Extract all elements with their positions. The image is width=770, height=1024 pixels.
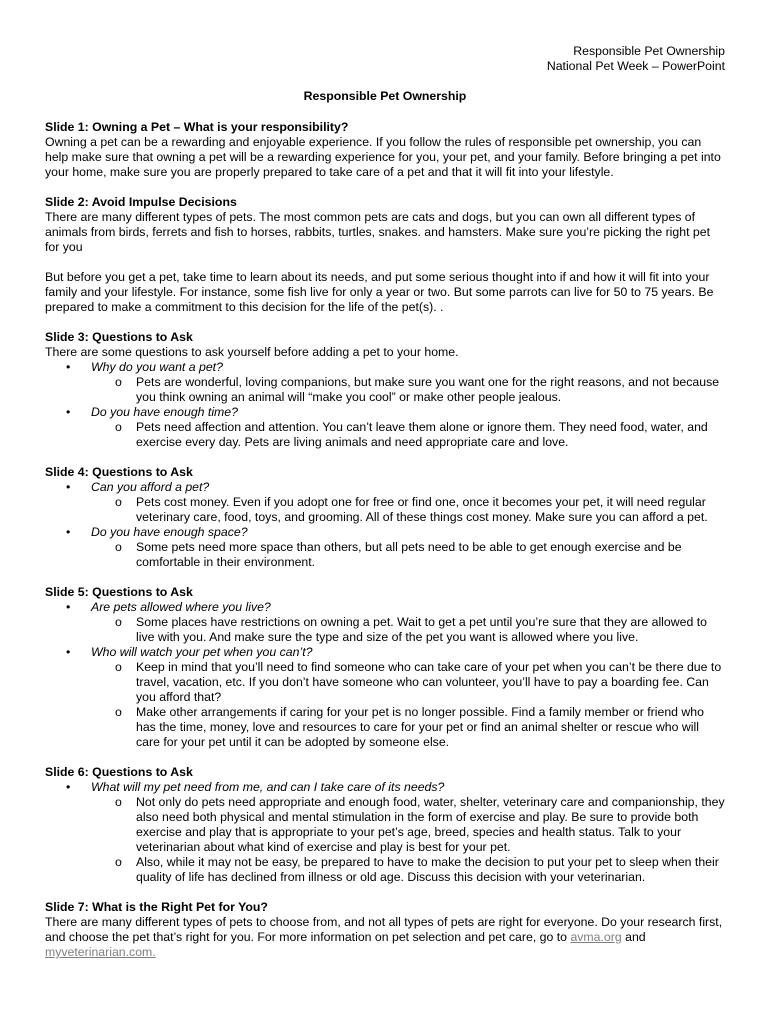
answer-text: Also, while it may not be easy, be prepared to have to make the decision to put your pet to sleep when their quality of life has declined from illness or old age. Discuss this decision with your veterinarian.	[136, 855, 719, 884]
bullet-icon: •	[66, 480, 71, 494]
slide-3-heading: Slide 3: Questions to Ask	[45, 330, 193, 344]
slide-3-section	[45, 330, 725, 450]
question-text: Are pets allowed where you live?	[91, 600, 271, 614]
document-title: Responsible Pet Ownership	[303, 89, 467, 103]
sub-bullet-icon: o	[115, 660, 122, 674]
slide-7-text	[45, 915, 725, 960]
question-item	[45, 360, 725, 375]
sub-bullet-icon: o	[115, 795, 122, 809]
answer-text: Pets are wonderful, loving companions, but make sure you want one for the right reasons, and not because you think owning an animal will “make you cool” or make other people jealous.	[136, 375, 720, 404]
slide-6-section	[45, 765, 725, 885]
slide-4-heading: Slide 4: Questions to Ask	[45, 465, 193, 479]
slide-7-and: and	[621, 930, 646, 944]
sub-bullet-icon: o	[115, 375, 122, 389]
question-text: Who will watch your pet when you can’t?	[91, 645, 313, 659]
bullet-icon: •	[66, 525, 71, 539]
slide-5-heading: Slide 5: Questions to Ask	[45, 585, 193, 599]
slide-3-intro: There are some questions to ask yourself before adding a pet to your home.	[45, 345, 459, 359]
sub-bullet-icon: o	[115, 705, 122, 719]
answer-text: Make other arrangements if caring for your pet is no longer possible. Find a family member or friend who has the time, money, love and resources to care for your pet or find an animal shelter or rescue who will care for your pet until it can be adopted by someone else.	[136, 705, 704, 749]
answer-item	[45, 495, 725, 525]
answer-text: Some pets need more space than others, but all pets need to be able to get enough exercise and be comfortable in their environment.	[136, 540, 682, 569]
question-text: Can you afford a pet?	[91, 480, 210, 494]
slide-2-text-2: But before you get a pet, take time to learn about its needs, and put some serious thought into if and how it will fit into your family and your lifestyle. For instance, some fish live for only a year or two. But some parrots can live for 50 to 75 years. Be prepared to make a commitment to this decision for the life of the pet(s). .	[45, 270, 714, 314]
question-item	[45, 645, 725, 660]
header-line-2: National Pet Week – PowerPoint	[546, 59, 725, 73]
slide-4-section	[45, 465, 725, 570]
question-item	[45, 405, 725, 420]
sub-bullet-icon: o	[115, 855, 122, 869]
answer-item	[45, 420, 725, 450]
slide-7-heading: Slide 7: What is the Right Pet for You?	[45, 900, 268, 914]
question-text: What will my pet need from me, and can I take care of its needs?	[91, 780, 445, 794]
sub-bullet-icon: o	[115, 420, 122, 434]
bullet-icon: •	[66, 360, 71, 374]
sub-bullet-icon: o	[115, 495, 122, 509]
answer-item	[45, 375, 725, 405]
answer-item	[45, 660, 725, 705]
question-text: Do you have enough time?	[91, 405, 238, 419]
myveterinarian-link[interactable]: myveterinarian.com.	[45, 945, 156, 959]
slide-6-heading: Slide 6: Questions to Ask	[45, 765, 193, 779]
header-line-1: Responsible Pet Ownership	[573, 44, 725, 58]
slide-2-heading: Slide 2: Avoid Impulse Decisions	[45, 195, 237, 209]
slide-1-section	[45, 120, 725, 180]
question-item	[45, 525, 725, 540]
slide-2-section	[45, 195, 725, 315]
bullet-icon: •	[66, 780, 71, 794]
slide-2-text-1: There are many different types of pets. The most common pets are cats and dogs, but you can own all different types of animals from birds, ferrets and fish to horses, rabbits, turtles, snakes. and hamsters. Make sure you’re picking the right pet for you	[45, 210, 711, 254]
page-header	[45, 44, 725, 74]
sub-bullet-icon: o	[115, 615, 122, 629]
slide-1-text: Owning a pet can be a rewarding and enjoyable experience. If you follow the rules of responsible pet ownership, you can help make sure that owning a pet will be a rewarding experience for you, your pet, and your family. Before bringing a pet into your home, make sure you are properly prepared to take care of a pet and that it will fit into your lifestyle.	[45, 135, 721, 179]
slide-7-section	[45, 900, 725, 960]
bullet-icon: •	[66, 405, 71, 419]
slide-5-section	[45, 585, 725, 750]
answer-item	[45, 705, 725, 750]
answer-item	[45, 855, 725, 885]
slide-7-text-body: There are many different types of pets to choose from, and not all types of pets are right for everyone. Do your research first, and choose the pet that’s right for you. For more information on pet selection and pet care, go to	[45, 915, 723, 944]
avma-link[interactable]: avma.org	[570, 930, 622, 944]
answer-item	[45, 615, 725, 645]
answer-text: Pets need affection and attention. You can’t leave them alone or ignore them. They need food, water, and exercise every day. Pets are living animals and need appropriate care and love.	[136, 420, 708, 449]
bullet-icon: •	[66, 645, 71, 659]
answer-text: Keep in mind that you’ll need to find someone who can take care of your pet when you can’t be there due to travel, vacation, etc. If you don’t have someone who can volunteer, you’ll have to pay a boarding fee. Can you afford that?	[136, 660, 722, 704]
bullet-icon: •	[66, 600, 71, 614]
question-text: Do you have enough space?	[91, 525, 248, 539]
question-item	[45, 780, 725, 795]
question-text: Why do you want a pet?	[91, 360, 223, 374]
question-item	[45, 480, 725, 495]
answer-text: Not only do pets need appropriate and enough food, water, shelter, veterinary care and companionship, they also need both physical and mental stimulation in the form of exercise and play. Be sure to provide both exercise and play that is appropriate to your pet’s age, breed, species and health status. Talk to your veterinarian about what kind of exercise and play is best for your pet.	[136, 795, 725, 854]
answer-item	[45, 795, 725, 855]
answer-text: Some places have restrictions on owning a pet. Wait to get a pet until you’re sure that they are allowed to live with you. And make sure the type and size of the pet you want is allowed where you live.	[136, 615, 707, 644]
question-item	[45, 600, 725, 615]
slide-1-heading: Slide 1: Owning a Pet – What is your responsibility?	[45, 120, 349, 134]
answer-item	[45, 540, 725, 570]
sub-bullet-icon: o	[115, 540, 122, 554]
answer-text: Pets cost money. Even if you adopt one for free or find one, once it becomes your pet, it will need regular veterinary care, food, toys, and grooming. All of these things cost money. Make sure you can afford a pet.	[136, 495, 708, 524]
